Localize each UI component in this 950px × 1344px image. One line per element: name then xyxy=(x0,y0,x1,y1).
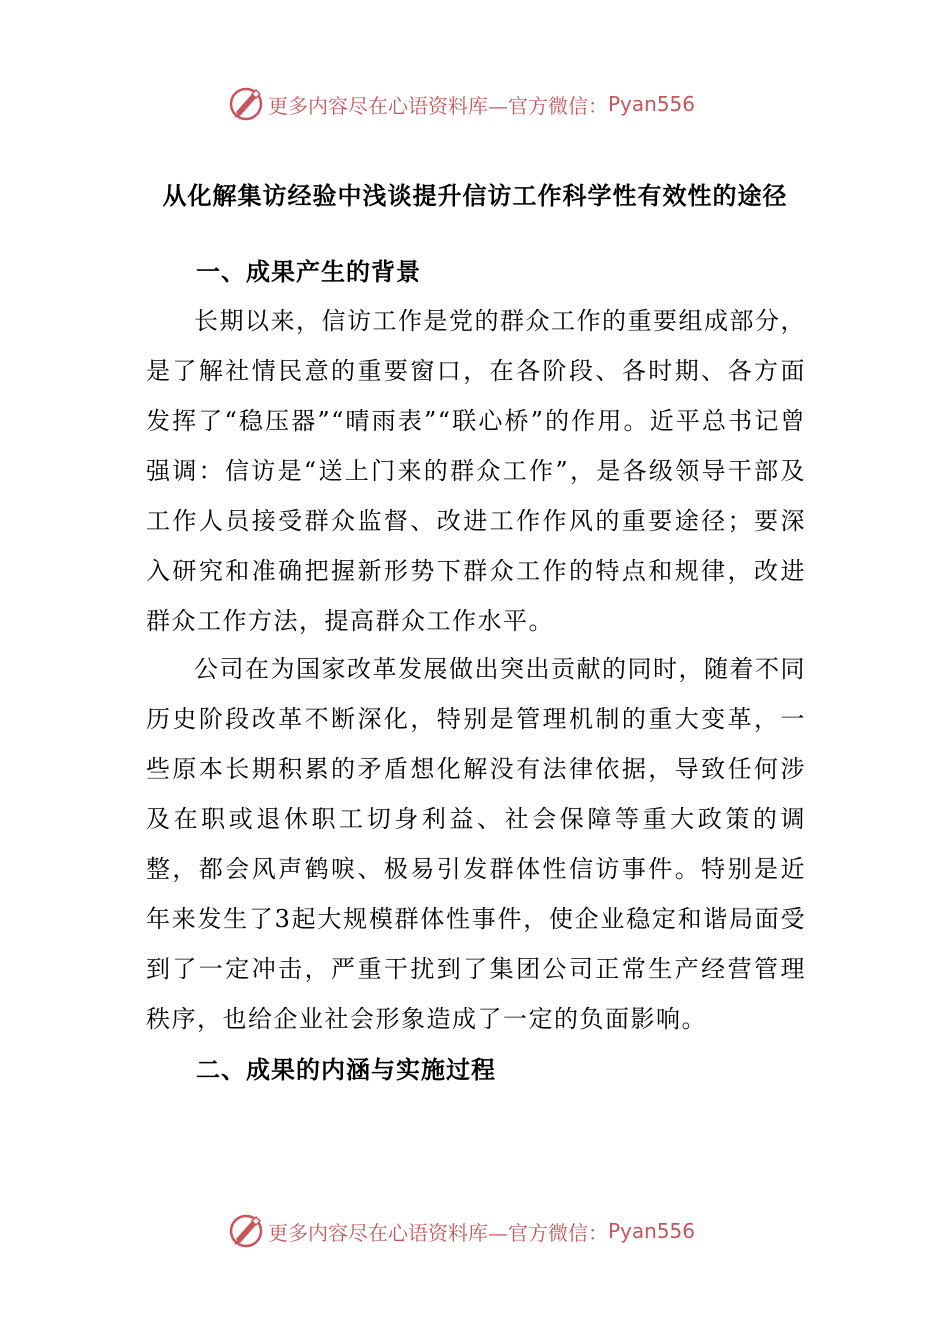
document-title: 从化解集访经验中浅谈提升信访工作科学性有效性的途径 xyxy=(162,181,788,210)
section-heading-2: 二、成果的内涵与实施过程 xyxy=(196,1055,496,1084)
watermark-text: 更多内容尽在心语资料库—官方微信： xyxy=(268,93,608,118)
pen-circle-logo-icon xyxy=(228,1213,264,1249)
pen-circle-logo-icon xyxy=(228,86,264,122)
footer-watermark xyxy=(228,1211,695,1251)
header-watermark xyxy=(228,84,695,124)
paragraph-1: 长期以来，信访工作是党的群众工作的重要组成部分，是了解社情民意的重要窗口，在各阶段、各时期、各方面发挥了“稳压器”“晴雨表”“联心桥”的作用。近平总书记曾强调：信访是“送上门来的群众工作”，是各级领导干部及工作人员接受群众监督、改进工作作风的重要途径；要深入研究和准确把握新形势下群众工作的特点和规律，改进群众工作方法，提高群众工作水平。 xyxy=(146,307,806,635)
watermark-text: 更多内容尽在心语资料库—官方微信： xyxy=(268,1220,608,1245)
watermark-wechat-id: Pyan556 xyxy=(608,1219,696,1243)
section-heading-1: 一、成果产生的背景 xyxy=(196,257,421,286)
paragraph-2: 公司在为国家改革发展做出突出贡献的同时，随着不同历史阶段改革不断深化，特别是管理机制的重大变革，一些原本长期积累的矛盾想化解没有法律依据，导致任何涉及在职或退休职工切身利益、社会保障等重大政策的调整，都会风声鹤唳、极易引发群体性信访事件。特别是近年来发生了3起大规模群体性事件，使企业稳定和谐局面受到了一定冲击，严重干扰到了集团公司正常生产经营管理秩序，也给企业社会形象造成了一定的负面影响。 xyxy=(146,655,806,1033)
watermark-wechat-id: Pyan556 xyxy=(608,92,696,116)
